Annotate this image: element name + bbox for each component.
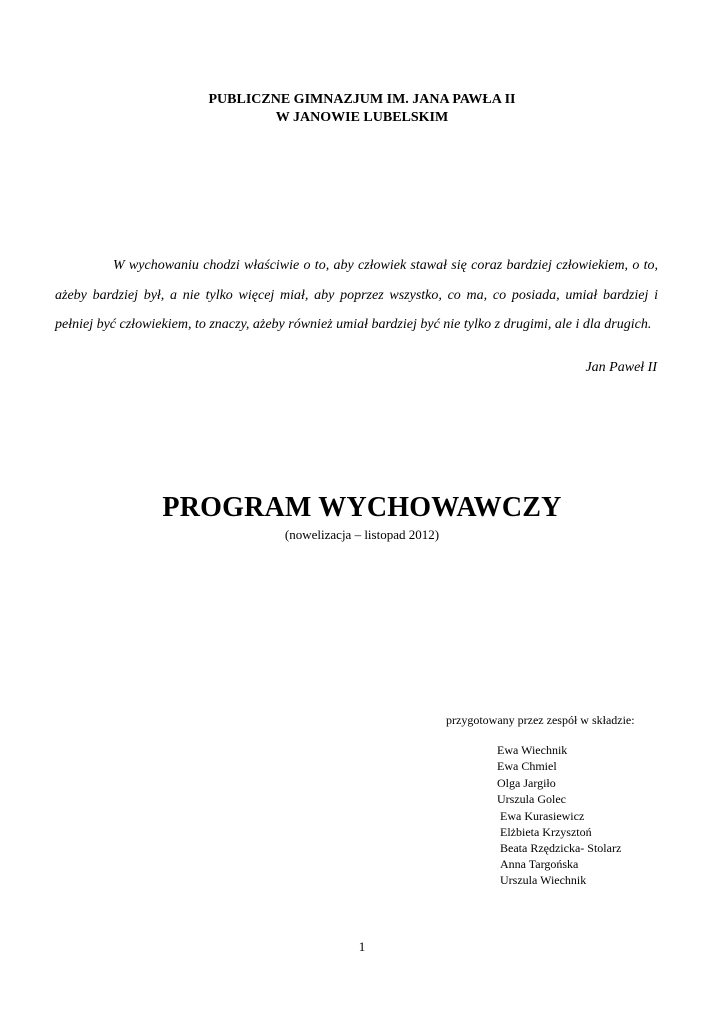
team-member: Ewa Wiechnik — [497, 743, 568, 757]
document-subtitle: (nowelizacja – listopad 2012) — [284, 527, 440, 542]
motto-author: Jan Paweł II — [585, 360, 657, 375]
team-member: Urszula Wiechnik — [500, 873, 587, 887]
team-member: Urszula Golec — [497, 792, 566, 806]
team-member: Elżbieta Krzysztoń — [500, 825, 592, 839]
school-name: PUBLICZNE GIMNAZJUM IM. JANA PAWŁA II — [208, 92, 516, 107]
team-member: Olga Jargiło — [497, 776, 556, 790]
team-member: Ewa Kurasiewicz — [500, 809, 585, 823]
team-intro: przygotowany przez zespół w składzie: — [446, 713, 635, 727]
page-number: 1 — [358, 939, 366, 954]
team-member: Beata Rzędzicka- Stolarz — [500, 841, 622, 855]
school-location: W JANOWIE LUBELSKIM — [275, 110, 449, 125]
motto-quote: W wychowaniu chodzi właściwie o to, aby człowiek stawał się coraz bardziej człowiekiem, o to, ażeby bardziej był, a nie tylko więcej miał, aby poprzez wszystko, co ma, co posiada, umiał bardziej i pełniej być człowiekiem, to znaczy, ażeby również umiał bardziej być nie tylko z drugimi, ale i dla drugich. — [55, 258, 658, 332]
team-member: Ewa Chmiel — [497, 759, 557, 773]
team-member: Anna Targońska — [500, 857, 579, 871]
document-title: PROGRAM WYCHOWAWCZY — [162, 492, 562, 523]
